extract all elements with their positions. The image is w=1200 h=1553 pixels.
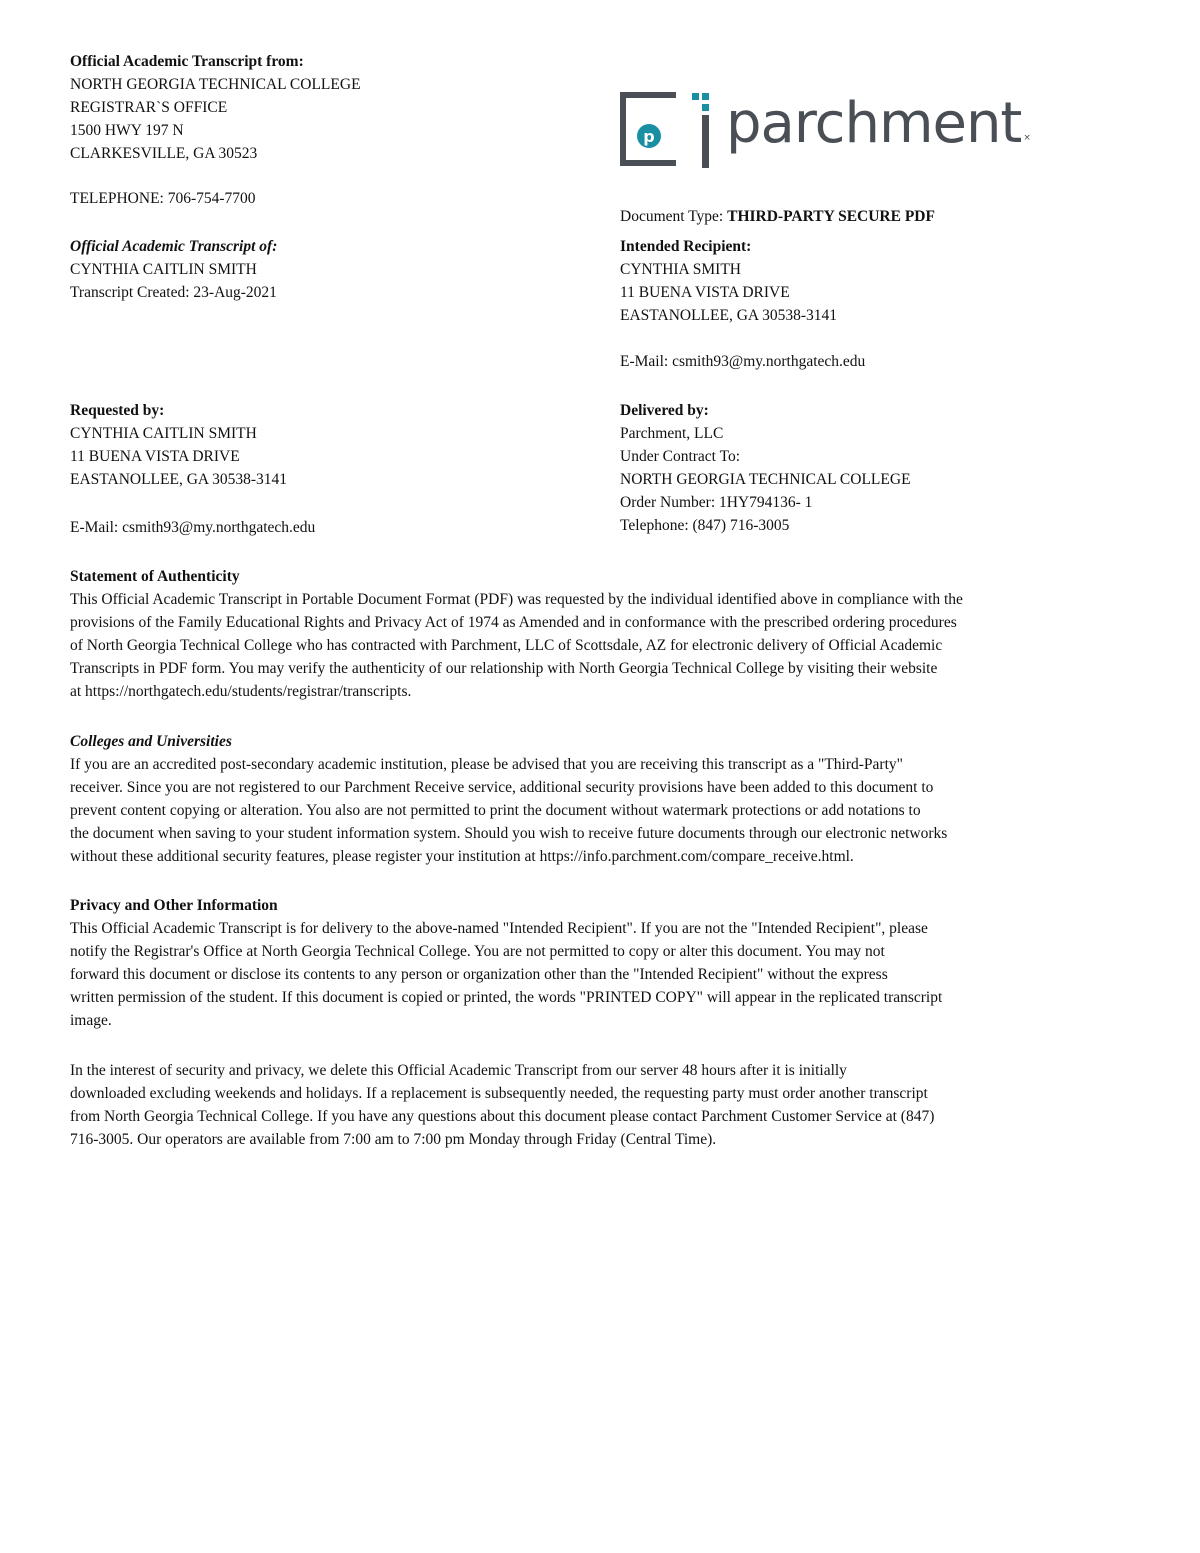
privacy-line: forward this document or disclose its contents to any person or organization other than the "Intended Recipient" without the express xyxy=(70,966,888,983)
privacy-section xyxy=(70,894,1110,1032)
logo-trademark: × xyxy=(1023,133,1030,143)
parchment-wordmark: parchment xyxy=(726,91,1022,156)
order-number: Order Number: 1HY794136- 1 xyxy=(620,494,813,511)
delivered-by-institution: NORTH GEORGIA TECHNICAL COLLEGE xyxy=(620,471,911,488)
sender-street: 1500 HWY 197 N xyxy=(70,122,184,139)
requester-name: CYNTHIA CAITLIN SMITH xyxy=(70,425,257,442)
retention-line: In the interest of security and privacy, we delete this Official Academic Transcript from our server 48 hours after it is initially xyxy=(70,1062,847,1079)
authenticity-line: at https://northgatech.edu/students/registrar/transcripts. xyxy=(70,683,412,700)
authenticity-line: Transcripts in PDF form. You may verify the authenticity of our relationship with North Georgia Technical College by visiting their website xyxy=(70,660,938,677)
privacy-heading: Privacy and Other Information xyxy=(70,897,278,914)
document-type-label: Document Type: xyxy=(620,208,728,225)
privacy-line: image. xyxy=(70,1012,112,1029)
recipient-name: CYNTHIA SMITH xyxy=(620,261,741,278)
authenticity-heading: Statement of Authenticity xyxy=(70,568,240,585)
authenticity-section xyxy=(70,565,1110,703)
colleges-line: prevent content copying or alteration. You also are not permitted to print the document without watermark protections or add notations to xyxy=(70,802,921,819)
authenticity-line: provisions of the Family Educational Rights and Privacy Act of 1974 as Amended and in conformance with the prescribed ordering procedures xyxy=(70,614,957,631)
sender-office: REGISTRAR`S OFFICE xyxy=(70,99,228,116)
transcript-created: Transcript Created: 23-Aug-2021 xyxy=(70,284,277,301)
authenticity-line: of North Georgia Technical College who has contracted with Parchment, LLC of Scottsdale, AZ for electronic delivery of Official Academic xyxy=(70,637,943,654)
sender-heading: Official Academic Transcript from: xyxy=(70,53,304,70)
requester-email: E-Mail: csmith93@my.northgatech.edu xyxy=(70,519,316,536)
privacy-line: This Official Academic Transcript is for delivery to the above-named "Intended Recipient". If you are not the "Intended Recipient", please xyxy=(70,920,928,937)
logo-letter: p xyxy=(643,127,655,146)
requested-by-block xyxy=(70,399,315,539)
recipient-heading: Intended Recipient: xyxy=(620,238,752,255)
delivered-by-heading: Delivered by: xyxy=(620,402,709,419)
colleges-line: the document when saving to your student information system. Should you wish to receive future documents through our electronic networks xyxy=(70,825,948,842)
transcript-of-heading: Official Academic Transcript of: xyxy=(70,238,278,255)
privacy-line: written permission of the student. If this document is copied or printed, the words "PRINTED COPY" will appear in the replicated transcript xyxy=(70,989,943,1006)
recipient-email: E-Mail: csmith93@my.northgatech.edu xyxy=(620,353,866,370)
sender-telephone: TELEPHONE: 706-754-7700 xyxy=(70,190,256,207)
parchment-logo xyxy=(620,91,1030,168)
delivered-by-block xyxy=(620,399,911,537)
sender-block xyxy=(70,50,361,210)
privacy-line: notify the Registrar's Office at North Georgia Technical College. You are not permitted to copy or alter this document. You may not xyxy=(70,943,885,960)
colleges-line: receiver. Since you are not registered to our Parchment Receive service, additional security provisions have been added to this document to xyxy=(70,779,934,796)
requester-city: EASTANOLLEE, GA 30538-3141 xyxy=(70,471,288,488)
retention-section xyxy=(70,1059,1110,1151)
retention-line: 716-3005. Our operators are available from 7:00 am to 7:00 pm Monday through Friday (Central Time). xyxy=(70,1131,717,1148)
sender-city: CLARKESVILLE, GA 30523 xyxy=(70,145,258,162)
recipient-block xyxy=(620,235,865,373)
delivered-by-company: Parchment, LLC xyxy=(620,425,724,442)
document-type xyxy=(620,205,935,228)
parchment-bracket-icon xyxy=(620,92,720,168)
sender-institution: NORTH GEORGIA TECHNICAL COLLEGE xyxy=(70,76,361,93)
colleges-section xyxy=(70,730,1110,868)
authenticity-line: This Official Academic Transcript in Portable Document Format (PDF) was requested by the individual identified above in compliance with the xyxy=(70,591,963,608)
requester-street: 11 BUENA VISTA DRIVE xyxy=(70,448,240,465)
student-name: CYNTHIA CAITLIN SMITH xyxy=(70,261,257,278)
colleges-heading: Colleges and Universities xyxy=(70,733,232,750)
recipient-city: EASTANOLLEE, GA 30538-3141 xyxy=(620,307,838,324)
delivered-by-telephone: Telephone: (847) 716-3005 xyxy=(620,517,790,534)
requested-by-heading: Requested by: xyxy=(70,402,165,419)
colleges-line: If you are an accredited post-secondary academic institution, please be advised that you are receiving this transcript as a "Third-Party" xyxy=(70,756,903,773)
transcript-of-block xyxy=(70,235,277,304)
document-type-value: THIRD-PARTY SECURE PDF xyxy=(727,208,935,225)
retention-line: downloaded excluding weekends and holidays. If a replacement is subsequently needed, the requesting party must order another transcript xyxy=(70,1085,928,1102)
delivered-by-contract: Under Contract To: xyxy=(620,448,741,465)
retention-line: from North Georgia Technical College. If you have any questions about this document please contact Parchment Customer Service at (847) xyxy=(70,1108,935,1125)
recipient-street: 11 BUENA VISTA DRIVE xyxy=(620,284,790,301)
colleges-line: without these additional security features, please register your institution at https://info.parchment.com/compare_receive.html. xyxy=(70,848,854,865)
